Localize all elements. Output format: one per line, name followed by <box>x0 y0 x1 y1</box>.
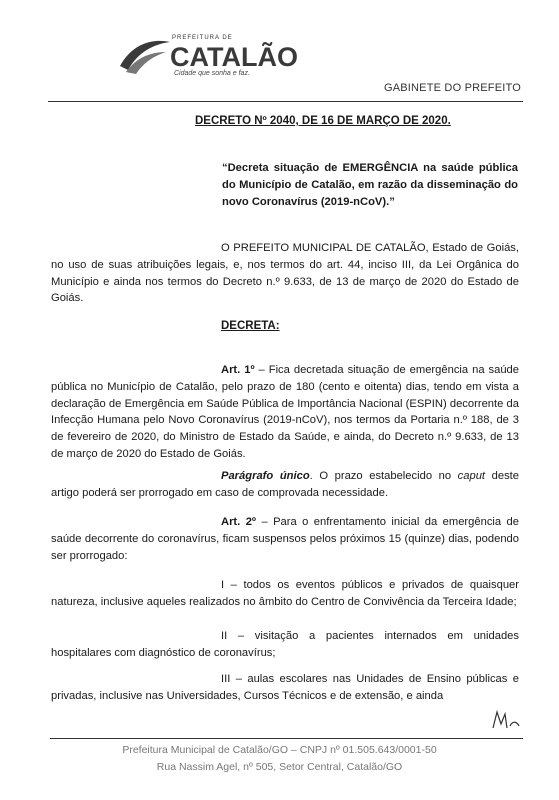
footer-line-1: Prefeitura Municipal de Catalão/GO – CNPJ nº 01.505.643/0001-50 <box>122 744 437 756</box>
header-divider <box>48 101 523 102</box>
list-item: III – aulas escolares nas Unidades de Ensino públicas e privadas, inclusive nas Universidades, Cursos Técnicos e de extensão, e ainda <box>51 673 519 702</box>
decree-title: DECRETO Nº 2040, DE 16 DE MARÇO DE 2020. <box>195 115 451 127</box>
prefeitura-logo <box>116 30 296 90</box>
decreta-heading: DECRETA: <box>221 320 280 332</box>
paragrafo-text-before: . O prazo estabelecido no <box>309 470 458 482</box>
preamble-paragraph: O PREFEITO MUNICIPAL DE CATALÃO, Estado de Goiás, no uso de suas atribuições legais, e, nos termos do art. 44, inciso III, da Lei Orgânica do Município e ainda nos termos do Decreto n.º 9.633, de 13 de março de 2020 do Estado de Goiás. <box>51 242 519 305</box>
logo-slogan: Cidade que sonha e faz. <box>174 70 250 77</box>
article-1-label: Art. 1º <box>221 364 255 376</box>
paragrafo-caput: caput <box>457 470 486 482</box>
footer-line-2: Rua Nassim Agel, nº 505, Setor Central, Catalão/GO <box>156 761 403 773</box>
list-item: I – todos os eventos públicos e privados de quaisquer natureza, inclusive aqueles realizados no âmbito do Centro de Convivência da Terceira Idade; <box>51 579 519 608</box>
article-2 <box>51 514 519 564</box>
paragrafo-label: Parágrafo único <box>221 470 310 482</box>
logo-name: CATALÃO <box>170 42 298 72</box>
initials-signature-icon <box>490 708 522 732</box>
article-1-text: – Fica decretada situação de emergência na saúde pública no Município de Catalão, pelo prazo de 180 (cento e oitenta) dias, tendo em vista a declaração de Emergência em Saúde Pública de Importância Nacional (ESPIN) decorrente da Infecção Humana pelo Novo Coronavírus (2019-nCoV), nos termos da Portaria n.º 188, de 3 de fevereiro de 2020, do Ministro de Estado da Saúde, e ainda, do Decreto n.º 9.633, de 13 de março de 2020 do Estado de Goiás. <box>51 364 519 460</box>
swoosh-icon <box>116 36 172 76</box>
footer-divider <box>50 738 523 739</box>
logo-small-text: PREFEITURA DE <box>172 35 233 41</box>
department-label: GABINETE DO PREFEITO <box>383 82 521 94</box>
list-item: II – visitação a pacientes internados em unidades hospitalares com diagnóstico de coronavírus; <box>51 630 519 659</box>
article-2-text: – Para o enfrentamento inicial da emergência de saúde decorrente do coronavírus, ficam suspensos pelos próximos 15 (quinze) dias, podendo ser prorrogado: <box>51 516 519 562</box>
paragrafo-text-after: deste artigo poderá ser prorrogado em caso de comprovada necessidade. <box>51 470 520 499</box>
paragrafo-unico <box>51 468 519 502</box>
article-1 <box>51 362 519 463</box>
decree-ementa: “Decreta situação de EMERGÊNCIA na saúde pública do Município de Catalão, em razão da disseminação do novo Coronavírus (2019-nCoV).” <box>222 162 518 208</box>
article-2-label: Art. 2º <box>221 516 257 528</box>
